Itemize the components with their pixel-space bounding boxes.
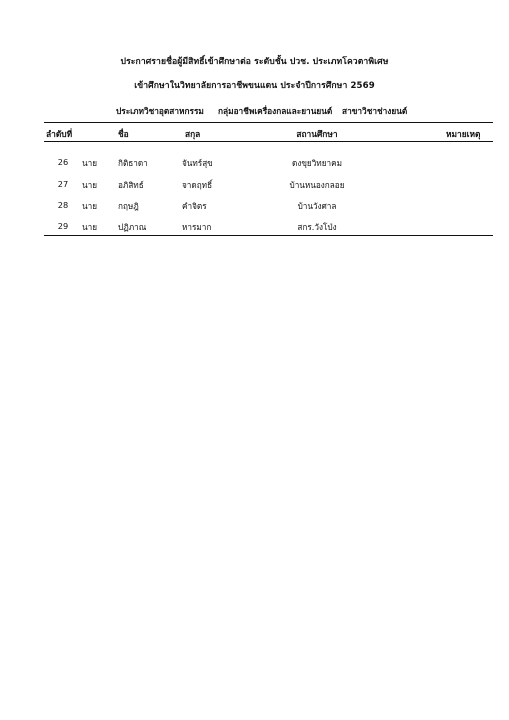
row-school: บ้านวังศาล — [297, 201, 337, 211]
row-number: 26 — [57, 157, 69, 167]
row-number: 28 — [57, 200, 69, 210]
table-bottom-rule — [44, 235, 493, 236]
row-name: กฤษฎิ — [118, 201, 139, 211]
row-surname: จันทร์สุข — [182, 158, 213, 168]
table-row — [0, 179, 509, 193]
table-row — [0, 200, 509, 214]
program-category: ประเภทวิชาอุตสาหกรรม — [116, 106, 204, 116]
announcement-title: ประกาศรายชื่อผู้มีสิทธิ์เข้าศึกษาต่อ ระดับชั้น ปวช. ประเภทโควตาพิเศษ — [120, 57, 389, 67]
row-title: นาย — [82, 222, 97, 232]
header-school: สถานศึกษา — [296, 129, 338, 139]
row-school: สกร.วังโป่ง — [297, 222, 337, 232]
header-surname: สกุล — [185, 129, 201, 139]
row-name: ปฏิภาณ — [118, 222, 147, 232]
row-name: อภิสิทธ์ — [118, 180, 144, 190]
row-surname: หารมาก — [182, 222, 212, 232]
row-surname: คำจิตร — [182, 201, 207, 211]
header-number: ลำดับที่ — [46, 129, 73, 139]
row-name: กิติธาดา — [118, 158, 148, 168]
program-major: สาขาวิชาช่างยนต์ — [342, 106, 408, 116]
announcement-subtitle: เข้าศึกษาในวิทยาลัยการอาชีพขนแดน ประจำปีการศึกษา 2569 — [134, 81, 375, 91]
header-name: ชื่อ — [118, 129, 129, 139]
row-school: บ้านหนองกลอย — [289, 180, 345, 190]
row-school: ดงขุยวิทยาคม — [292, 158, 342, 168]
program-group: กลุ่มอาชีพเครื่องกลและยานยนต์ — [218, 106, 333, 116]
row-number: 29 — [57, 221, 69, 231]
row-title: นาย — [82, 201, 97, 211]
table-row — [0, 221, 509, 235]
table-row — [0, 157, 509, 171]
row-surname: จาดฤทธิ์ — [182, 180, 213, 190]
row-number: 27 — [57, 179, 69, 189]
row-title: นาย — [82, 158, 97, 168]
header-remark: หมายเหตุ — [446, 129, 481, 139]
row-title: นาย — [82, 180, 97, 190]
